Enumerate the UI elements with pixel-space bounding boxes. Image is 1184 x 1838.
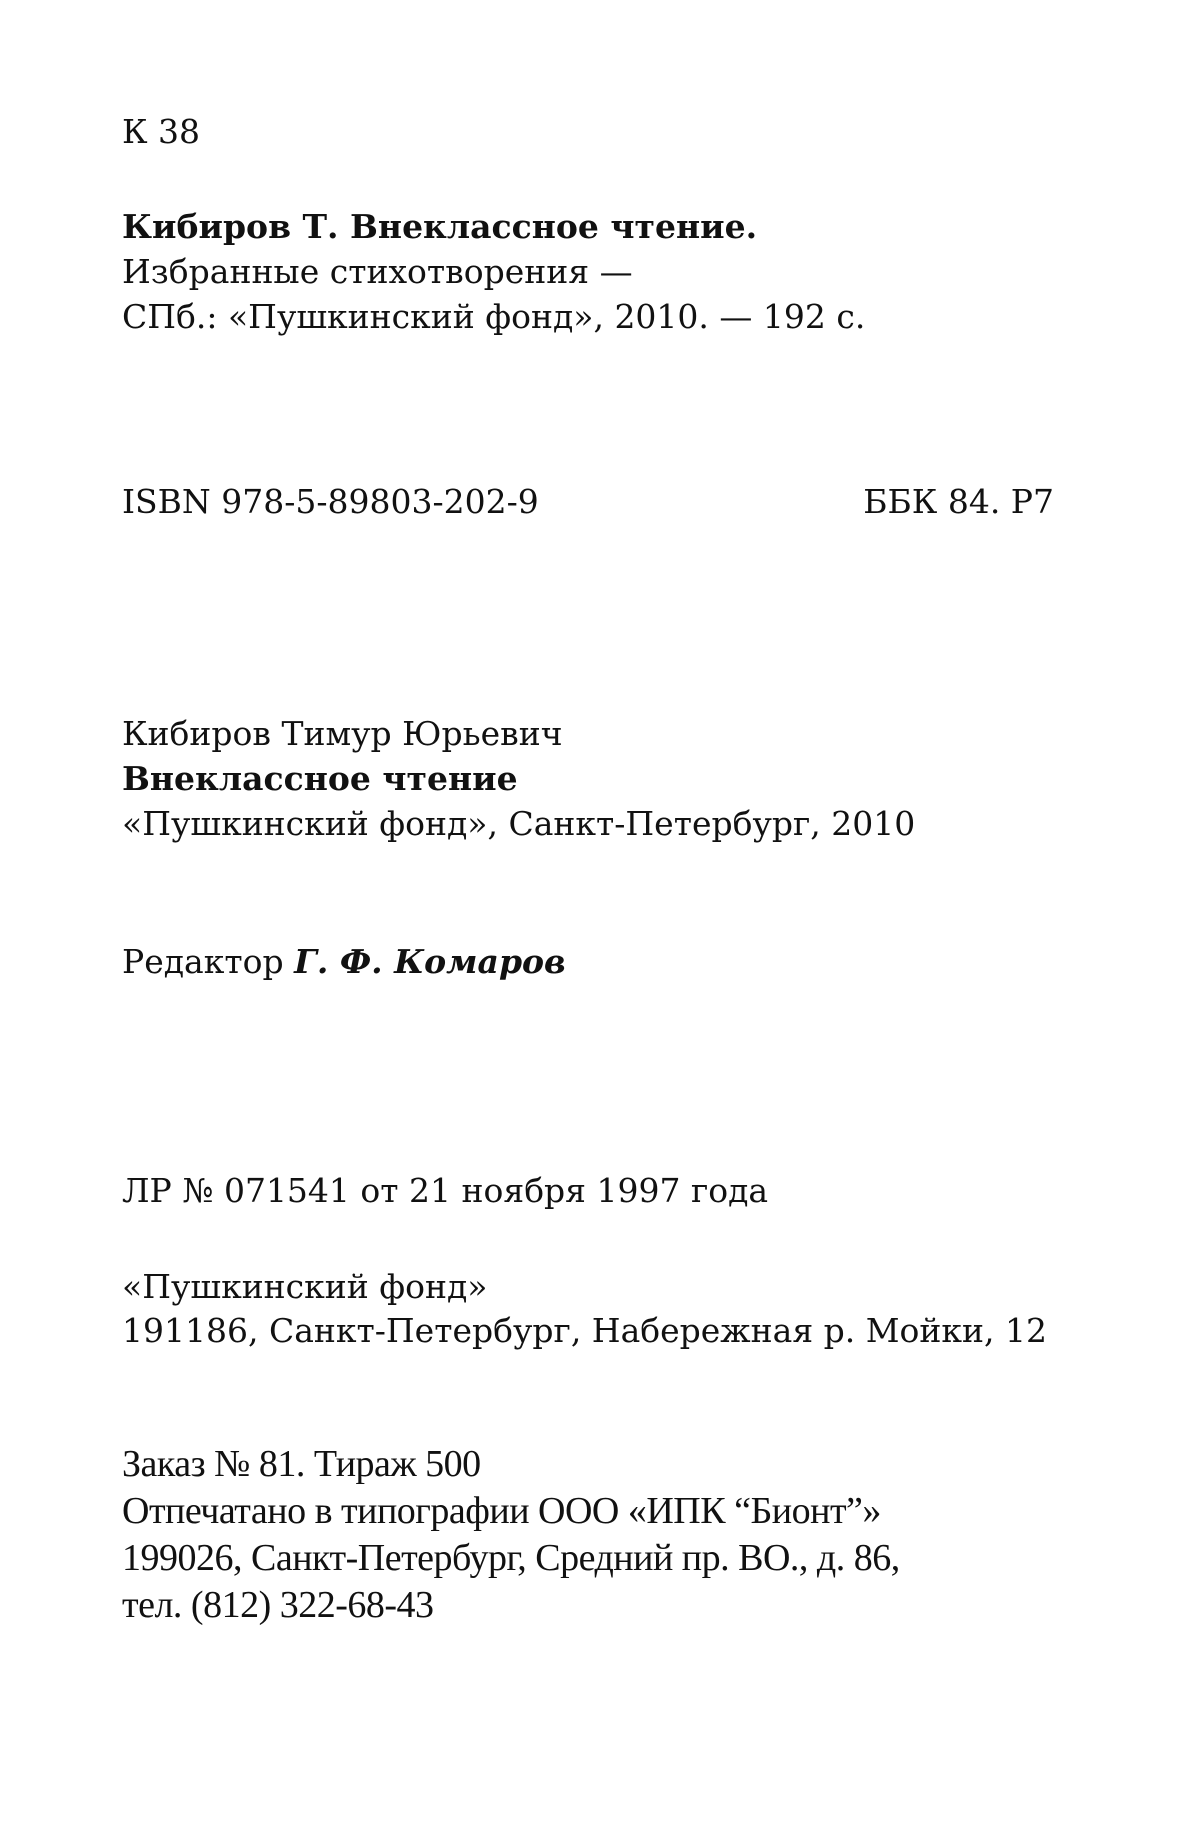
license-number: ЛР № 071541 от 21 ноября 1997 года	[122, 1171, 769, 1210]
publisher-city-year: «Пушкинский фонд», Санкт-Петербург, 2010	[122, 804, 916, 843]
printer-address: 199026, Санкт-Петербург, Средний пр. ВО., д. 86,	[122, 1537, 900, 1579]
publisher-name: «Пушкинский фонд»	[122, 1267, 488, 1306]
book-title: Внеклассное чтение	[122, 759, 518, 798]
bibliographic-subtitle: Избранные стихотворения —	[122, 252, 633, 291]
editor-label: Редактор	[122, 942, 284, 981]
bbk-code: ББК 84. Р7	[863, 482, 1054, 521]
bibliographic-publisher-line: СПб.: «Пушкинский фонд», 2010. — 192 с.	[122, 297, 866, 336]
isbn: ISBN 978-5-89803-202-9	[122, 482, 539, 521]
print-order: Заказ № 81. Тираж 500	[122, 1443, 481, 1485]
printed-at: Отпечатано в типографии ООО «ИПК “Бионт”»	[122, 1490, 881, 1532]
editor-name: Г. Ф. Комаров	[294, 942, 566, 981]
printer-phone: тел. (812) 322-68-43	[122, 1584, 434, 1626]
publisher-address: 191186, Санкт-Петербург, Набережная р. Мойки, 12	[122, 1311, 1047, 1350]
editor-line	[122, 942, 566, 981]
author-full-name: Кибиров Тимур Юрьевич	[122, 714, 563, 753]
bibliographic-author-title: Кибиров Т. Внеклассное чтение.	[122, 207, 758, 246]
udk-code: К 38	[122, 112, 201, 151]
